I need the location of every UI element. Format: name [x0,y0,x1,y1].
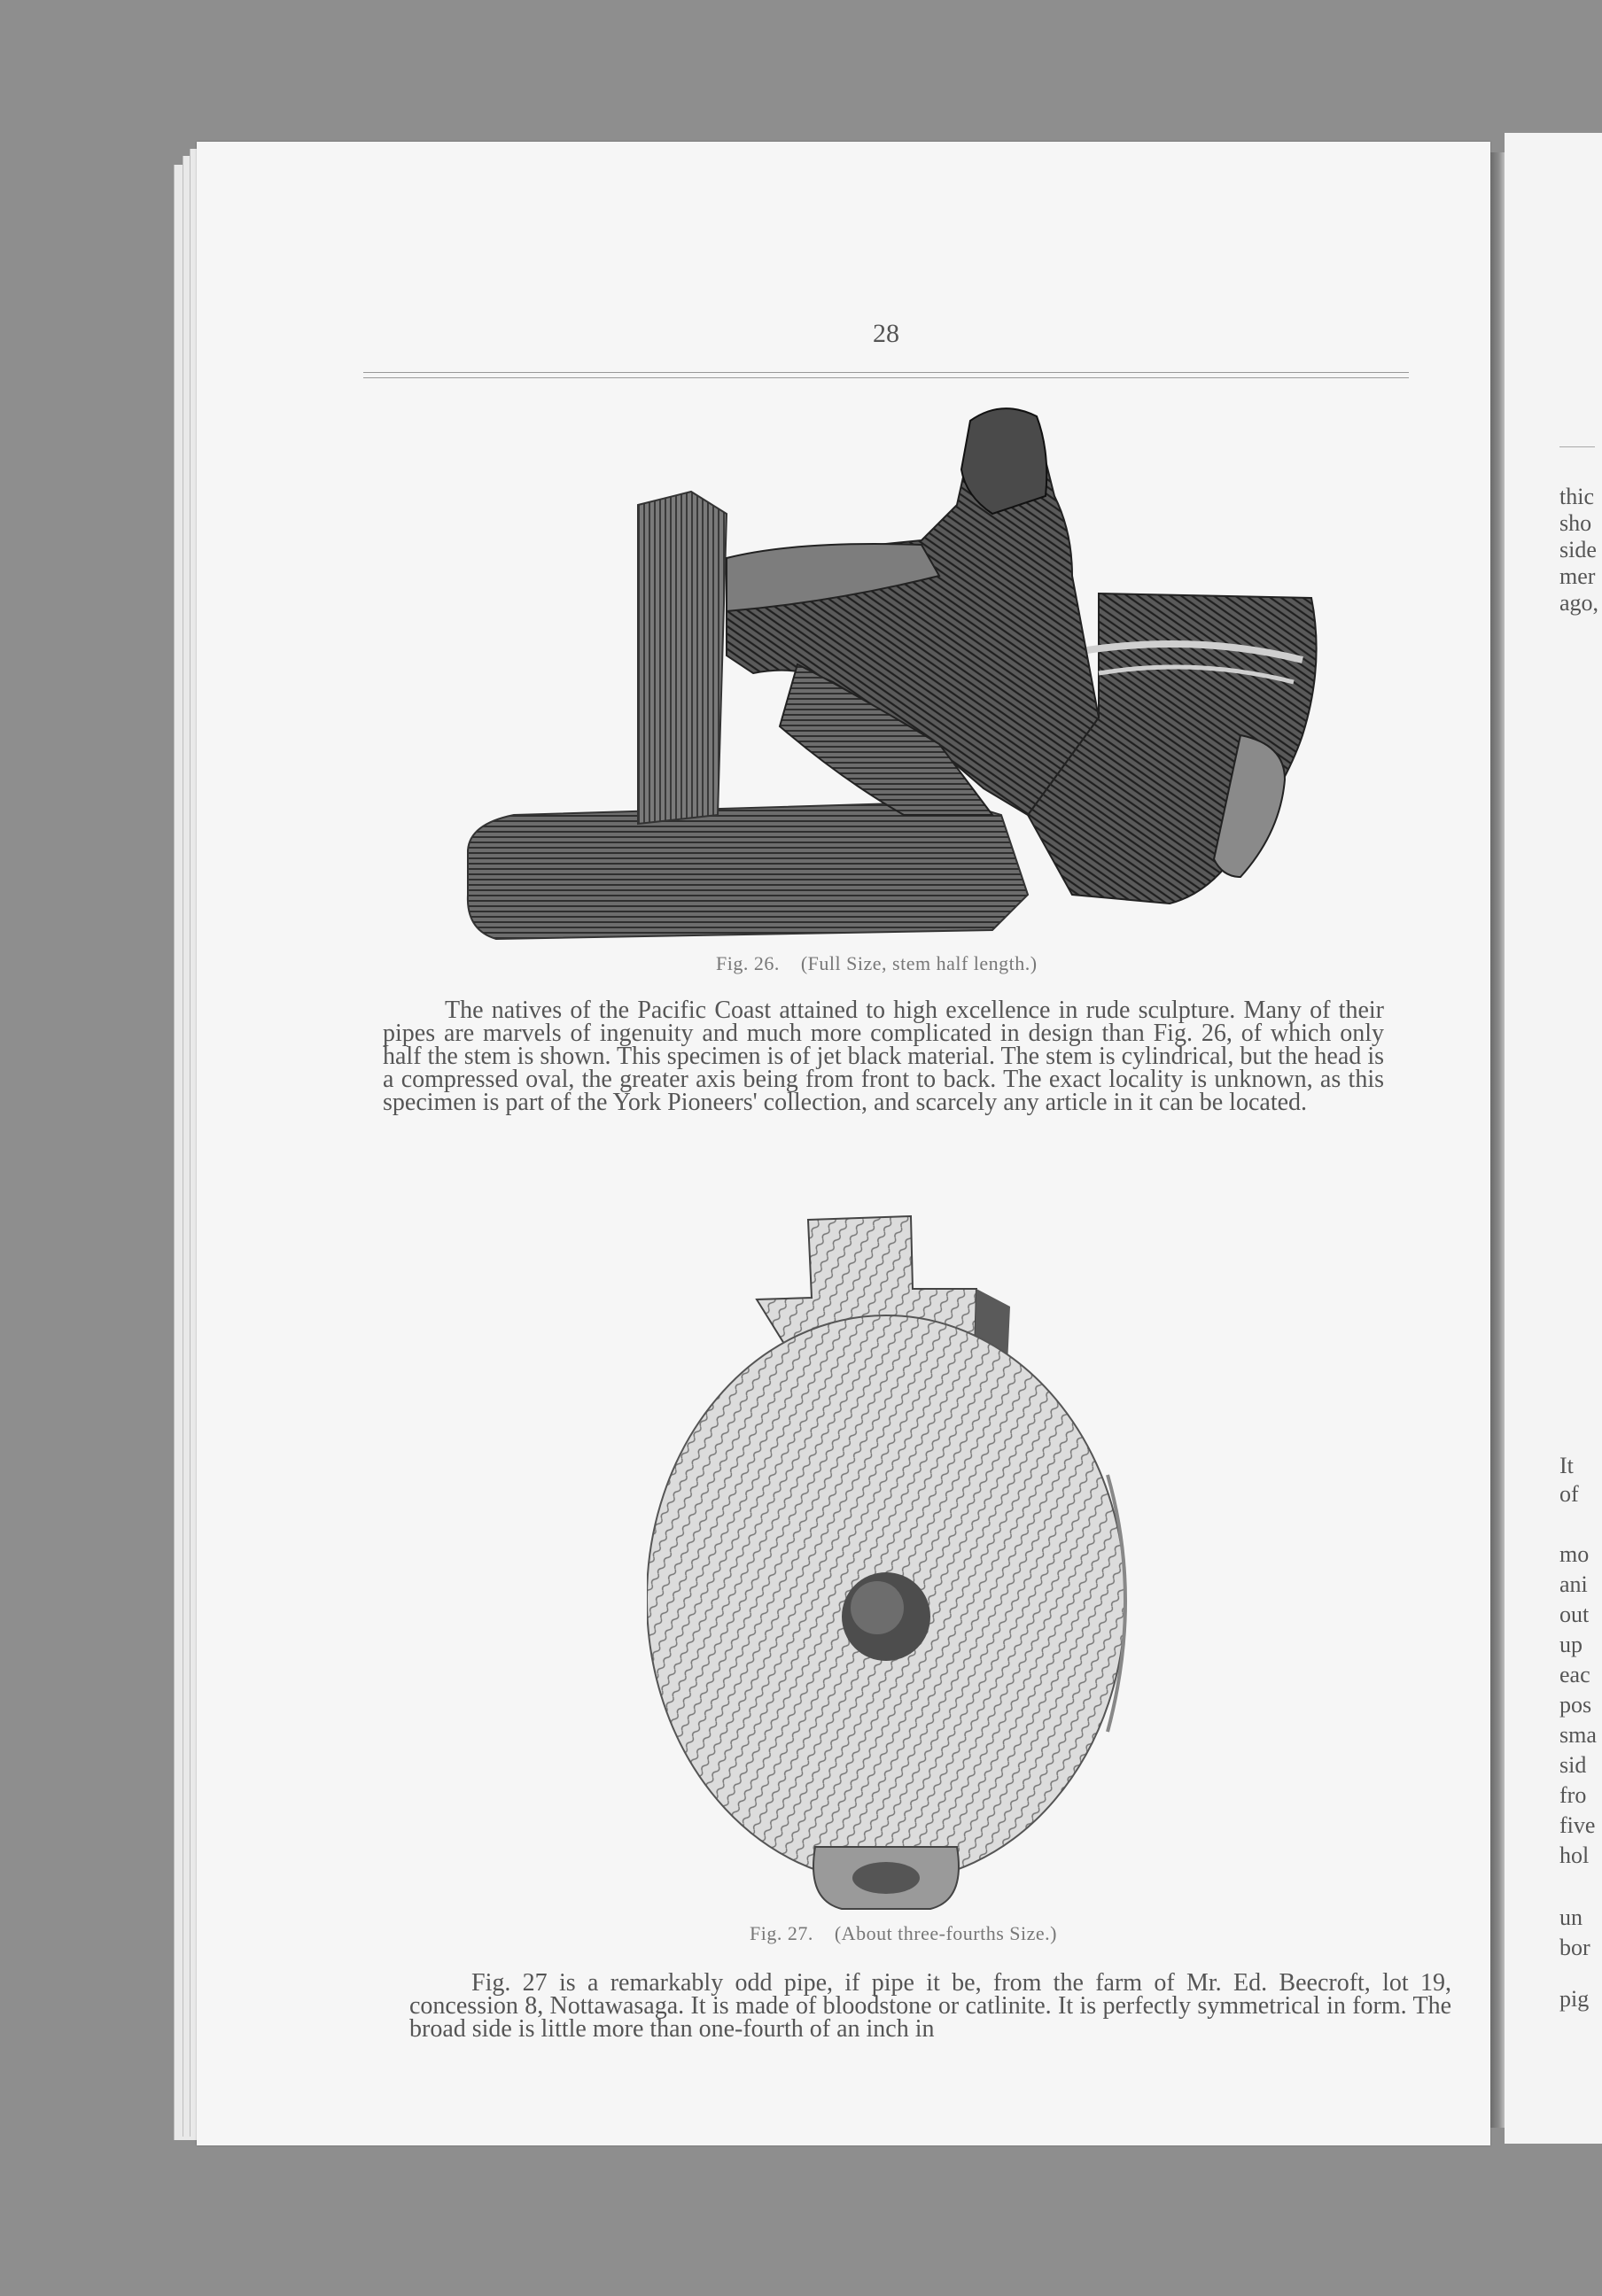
facing-line: sho [1559,510,1592,536]
facing-line: mer [1559,563,1596,589]
facing-line: sma [1559,1722,1597,1748]
facing-line: five [1559,1812,1596,1838]
paragraph-pacific-coast [383,999,1384,1114]
facing-line: It [1559,1453,1574,1478]
facing-line: of [1559,1481,1579,1507]
figure-27-caption [750,1922,1057,1945]
facing-line: eac [1559,1662,1590,1687]
facing-line: ani [1559,1571,1588,1597]
figure-26-caption [716,952,1038,975]
facing-line: out [1559,1602,1590,1627]
facing-line: ago, [1559,590,1599,616]
facing-page-rule [1559,446,1595,447]
facing-line: un [1559,1904,1583,1930]
book-gutter [1490,152,1505,2128]
facing-line: bor [1559,1935,1590,1960]
figure-26-caption-number: Fig. 26. [716,952,780,974]
facing-line: pos [1559,1692,1592,1718]
facing-line: up [1559,1632,1583,1657]
facing-line: side [1559,537,1597,562]
facing-line: fro [1559,1782,1587,1808]
facing-line: mo [1559,1541,1590,1567]
paragraph-fig27-description-text: Fig. 27 is a remarkably odd pipe, if pipe it be, from the farm of Mr. Ed. Beecroft, lot 19, concession 8, Nottawasaga. It is made of bloodstone or catlinite. It is perfectly symmetrical in form. The broad side is little more than one-fourth of an inch in [409,1969,1451,2043]
header-rule [363,372,1409,373]
figure-27-pipe-engraving [647,1209,1178,1918]
facing-line: sid [1559,1752,1587,1778]
figure-26-pipe-engraving [461,399,1338,948]
facing-line: thic [1559,484,1594,509]
facing-line: hol [1559,1842,1590,1868]
facing-page [1505,133,1602,2144]
figure-27-caption-number: Fig. 27. [750,1922,813,1944]
facing-line: pig [1559,1986,1590,2012]
paragraph-fig27-description [409,1969,1451,2043]
page-number: 28 [873,319,899,348]
header-rule [363,377,1409,378]
figure-26-caption-text: (Full Size, stem half length.) [800,952,1038,974]
figure-27-caption-text: (About three-fourths Size.) [834,1922,1058,1944]
paragraph-pacific-coast-text: The natives of the Pacific Coast attained to high excellence in rude sculpture. Many of their pipes are marvels of ingenuity and much more complicated in design than Fig. 26, of which only half the stem is shown. This specimen is of jet black material. The stem is cylindrical, but the head is a compressed oval, the greater axis being from front to back. The exact locality is unknown, as this specimen is part of the York Pioneers' collection, and scarcely any article in it can be located. [383,997,1384,1116]
